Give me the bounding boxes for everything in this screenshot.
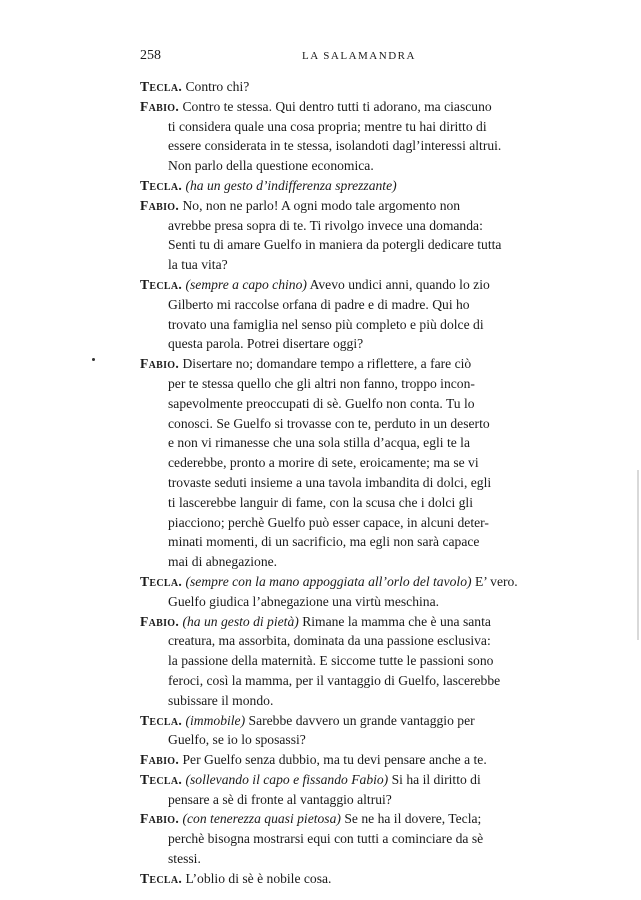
speaker-name: Tecla. [140, 177, 183, 193]
line-text: piacciono; perchè Guelfo può esser capace, in alcuni deter- [168, 514, 489, 530]
page-header [140, 48, 580, 68]
line-text: Non parlo della questione economica. [168, 158, 374, 174]
speech-line [140, 671, 576, 691]
speech-line [140, 849, 576, 869]
speaker-name: Fabio. [140, 197, 180, 213]
speech-line [140, 612, 576, 632]
speech-line [140, 809, 576, 829]
speech-line [140, 374, 576, 394]
line-text: sapevolmente preoccupati di sè. Guelfo non conta. Tu lo [168, 395, 475, 411]
line-text: conosci. Se Guelfo si trovasse con te, perduto in un deserto [168, 415, 490, 431]
line-text: cederebbe, pronto a morire di sete, eroicamente; ma se vi [168, 455, 479, 471]
speech-line [140, 156, 576, 176]
line-text: Gilberto mi raccolse orfana di padre e di madre. Qui ho [168, 296, 470, 312]
line-text: No, non ne parlo! A ogni modo tale argomento non [182, 197, 461, 213]
speech-line [140, 473, 576, 493]
line-text: trovato una famiglia nel senso più completo e più dolce di [168, 316, 484, 332]
line-text: subissare il mondo. [168, 692, 274, 708]
page-number: 258 [140, 48, 161, 63]
speech [140, 869, 576, 889]
line-text: pensare a sè di fronte al vantaggio altrui? [168, 791, 392, 807]
speaker-name: Tecla. [140, 573, 183, 589]
line-text: questa parola. Potrei disertare oggi? [168, 336, 364, 352]
speech [140, 275, 576, 354]
speech-line [140, 433, 576, 453]
speaker-name: Fabio. [140, 613, 180, 629]
speech-line [140, 572, 576, 592]
speech-line [140, 532, 576, 552]
line-text: e non vi rimanesse che una sola stilla d’acqua, egli te la [168, 435, 470, 451]
speech-line [140, 275, 576, 295]
line-text: essere considerata in te stessa, isolandoti dagl’interessi altrui. [168, 138, 502, 154]
speech-line [140, 117, 576, 137]
speaker-name: Fabio. [140, 98, 180, 114]
line-text: Per Guelfo senza dubbio, ma tu devi pensare anche a te. [182, 752, 487, 768]
stage-direction: (ha un gesto d’indifferenza sprezzante) [185, 177, 397, 193]
stage-direction: (sollevando il capo e fissando Fabio) [185, 771, 389, 787]
speech-line [140, 651, 576, 671]
line-text: Rimane la mamma che è una santa [302, 613, 491, 629]
line-text: creatura, ma assorbita, dominata da una passione esclusiva: [168, 633, 491, 649]
line-text: Guelfo, se io lo sposassi? [168, 732, 306, 748]
speech-line [140, 453, 576, 473]
speech-line [140, 552, 576, 572]
stage-direction: (ha un gesto di pietà) [182, 613, 299, 629]
speech [140, 809, 576, 868]
speech-line [140, 513, 576, 533]
speech [140, 97, 576, 176]
speaker-name: Fabio. [140, 752, 180, 768]
speech-line [140, 216, 576, 236]
line-text: Sarebbe davvero un grande vantaggio per [248, 712, 475, 728]
speech-line [140, 691, 576, 711]
line-text: avrebbe presa sopra di te. Ti rivolgo invece una domanda: [168, 217, 483, 233]
speech-line [140, 295, 576, 315]
speech-line [140, 97, 576, 117]
stage-direction: (con tenerezza quasi pietosa) [182, 811, 341, 827]
line-text: mai di abnegazione. [168, 554, 278, 570]
speech [140, 176, 576, 196]
margin-dot [92, 358, 95, 361]
speaker-name: Tecla. [140, 276, 183, 292]
speech [140, 711, 576, 751]
speaker-name: Tecla. [140, 771, 183, 787]
line-text: trovaste seduti insieme a una tavola imbandita di dolci, egli [168, 474, 492, 490]
speech-line [140, 730, 576, 750]
speech-line [140, 829, 576, 849]
speech [140, 770, 576, 810]
line-text: ti lascerebbe languir di fame, con la scusa che i dolci gli [168, 494, 473, 510]
speaker-name: Fabio. [140, 356, 180, 372]
speech [140, 612, 576, 711]
speech-line [140, 196, 576, 216]
speech-line [140, 334, 576, 354]
speech-line [140, 77, 576, 97]
speech-line [140, 176, 576, 196]
line-text: feroci, così la mamma, per il vantaggio di Guelfo, lascerebbe [168, 672, 501, 688]
speech-line [140, 790, 576, 810]
line-text: Si ha il diritto di [391, 771, 481, 787]
speech-line [140, 631, 576, 651]
line-text: minati momenti, di un sacrificio, ma egli non sarà capace [168, 534, 480, 550]
line-text: stessi. [168, 851, 201, 867]
speech [140, 196, 576, 275]
speech-line [140, 394, 576, 414]
line-text: Se ne ha il dovere, Tecla; [344, 811, 482, 827]
speech [140, 750, 576, 770]
speech [140, 354, 576, 572]
speech-line [140, 414, 576, 434]
speech-line [140, 750, 576, 770]
speech [140, 572, 576, 612]
speech-line [140, 235, 576, 255]
line-text: E’ vero. [474, 573, 518, 589]
speech [140, 77, 576, 97]
line-text: ti considera quale una cosa propria; mentre tu hai diritto di [168, 118, 487, 134]
speech-line [140, 711, 576, 731]
speech-line [140, 592, 576, 612]
line-text: L’oblio di sè è nobile cosa. [185, 870, 332, 886]
page-edge-mark [637, 470, 639, 640]
line-text: Contro te stessa. Qui dentro tutti ti adorano, ma ciascuno [182, 98, 492, 114]
speech-line [140, 136, 576, 156]
speech-line [140, 315, 576, 335]
speaker-name: Tecla. [140, 79, 183, 94]
line-text: Senti tu di amare Guelfo in maniera da potergli dedicare tutta [168, 237, 502, 253]
running-title: LA SALAMANDRA [302, 50, 416, 62]
speech-line [140, 493, 576, 513]
speech-line [140, 354, 576, 374]
speech-line [140, 869, 576, 889]
line-text: Disertare no; domandare tempo a riflettere, a fare ciò [182, 356, 472, 372]
line-text: Avevo undici anni, quando lo zio [309, 276, 490, 292]
line-text: la passione della maternità. E siccome tutte le passioni sono [168, 653, 494, 669]
line-text: perchè bisogna mostrarsi equi con tutti a cominciare da sè [168, 831, 484, 847]
line-text: Contro chi? [185, 79, 250, 94]
line-text: Guelfo giudica l’abnegazione una virtù meschina. [168, 593, 440, 609]
stage-direction: (sempre a capo chino) [185, 276, 307, 292]
line-text: per te stessa quello che gli altri non fanno, troppo incon- [168, 375, 475, 391]
play-text [140, 77, 576, 889]
speaker-name: Fabio. [140, 811, 180, 827]
stage-direction: (sempre con la mano appoggiata all’orlo del tavolo) [185, 573, 472, 589]
stage-direction: (immobile) [185, 712, 246, 728]
line-text: la tua vita? [168, 257, 228, 273]
speaker-name: Tecla. [140, 870, 183, 886]
speech-line [140, 255, 576, 275]
speech-line [140, 770, 576, 790]
speaker-name: Tecla. [140, 712, 183, 728]
